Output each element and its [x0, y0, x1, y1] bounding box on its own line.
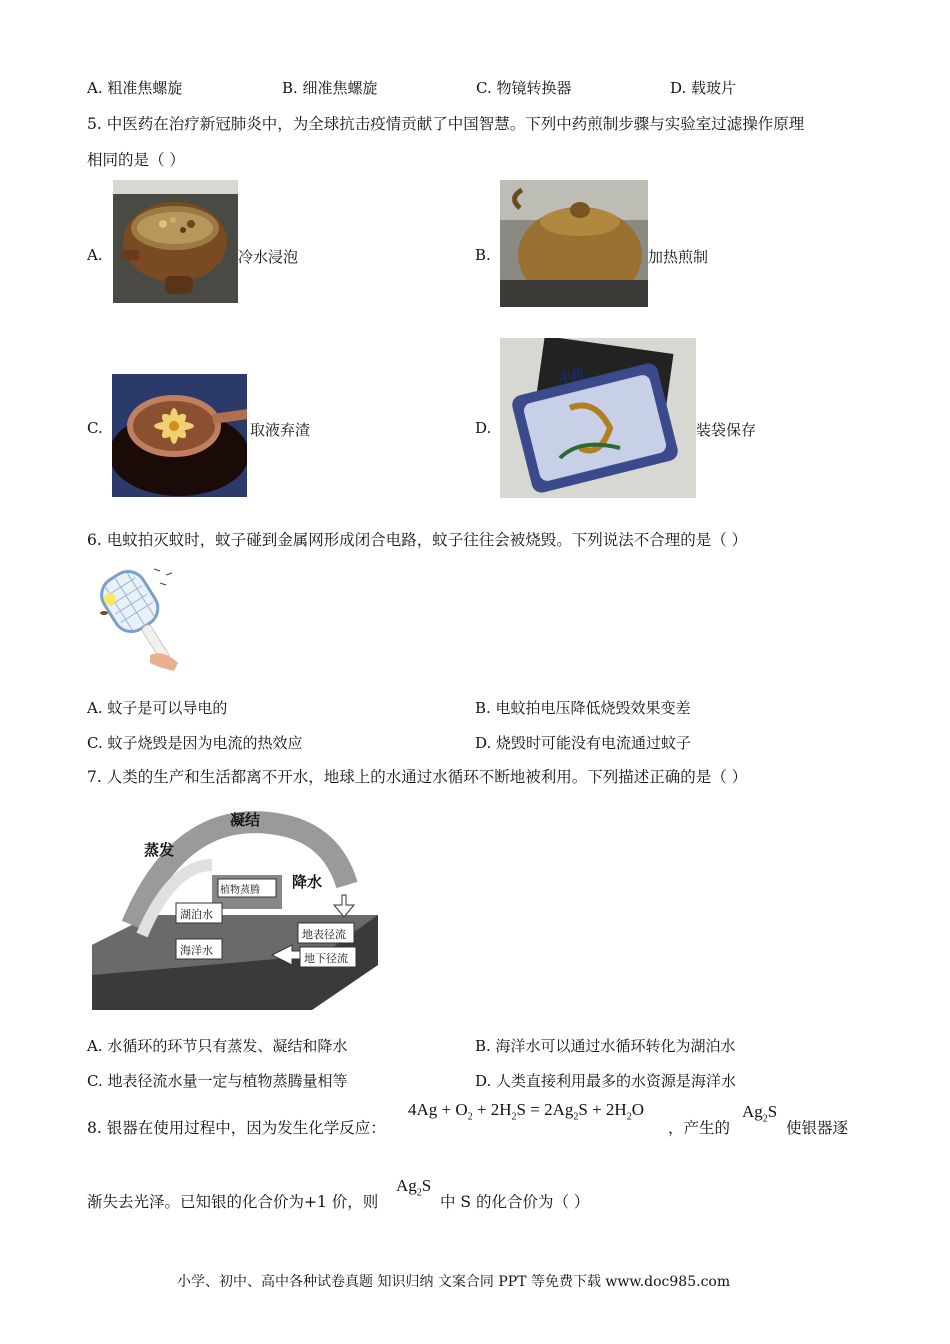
q8-stem-line2b: 中 S 的化合价为（ ） — [440, 1193, 590, 1211]
herb-pot-photo — [113, 180, 238, 303]
q6-option-a: A. 蚊子是可以导电的 — [87, 699, 228, 717]
q8-equation: $4Ag + O_2 + 2H_2S = 2Ag_2S + 2H_2O$ — [408, 1100, 644, 1123]
q7-option-a: A. 水循环的环节只有蒸发、凝结和降水 — [87, 1037, 348, 1055]
mosquito-swatter-illustration — [88, 563, 188, 673]
q5-option-c-letter: C. — [87, 419, 103, 437]
q6-stem: 6. 电蚊拍灭蚊时，蚊子碰到金属网形成闭合电路，蚊子往往会被烧毁。下列说法不合理的是（ ） — [87, 531, 748, 549]
strainer-photo — [112, 374, 247, 497]
label-lake: 湖泊水 — [180, 908, 213, 921]
q6-option-d: D. 烧毁时可能没有电流通过蚊子 — [475, 734, 692, 752]
q6-option-c: C. 蚊子烧毁是因为电流的热效应 — [87, 734, 303, 752]
label-underground-runoff: 地下径流 — [304, 952, 348, 965]
q5-stem-line2: 相同的是（ ） — [87, 151, 185, 169]
label-ocean: 海洋水 — [180, 944, 213, 957]
q5-option-c-text: 取液弃渣 — [250, 421, 311, 439]
q5-option-d-letter: D. — [475, 419, 492, 437]
q7-option-c: C. 地表径流水量一定与植物蒸腾量相等 — [87, 1072, 348, 1090]
q7-stem: 7. 人类的生产和生活都离不开水，地球上的水通过水循环不断地被利用。下列描述正确的是（ ） — [87, 768, 748, 786]
q5-stem-line1: 5. 中医药在治疗新冠肺炎中，为全球抗击疫情贡献了中国智慧。下列中药煎制步骤与实验室过滤操作原理 — [87, 115, 805, 133]
q6-option-b: B. 电蚊拍电压降低烧毁效果变差 — [475, 699, 691, 717]
water-cycle-diagram — [92, 805, 378, 1015]
q8-ag2s-formula: $Ag_2S$ — [742, 1102, 778, 1125]
packet-label: 中药 — [557, 367, 586, 388]
q5-option-a-text: 冷水浸泡 — [238, 248, 299, 266]
page-footer: 小学、初中、高中各种试卷真题 知识归纳 文案合同 PPT 等免费下载 www.doc985.com — [177, 1274, 731, 1290]
q8-stem-mid: ，产生的 — [668, 1119, 731, 1137]
clay-pot-photo — [500, 180, 648, 307]
q7-option-d: D. 人类直接利用最多的水资源是海洋水 — [475, 1072, 737, 1090]
label-surface-runoff: 地表径流 — [302, 928, 346, 941]
q5-option-a-letter: A. — [87, 246, 103, 264]
q8-ag2s-formula-2: $Ag_2S$ — [396, 1176, 432, 1199]
label-transpire: 植物蒸腾 — [220, 885, 260, 896]
q4-option-d: D. 载玻片 — [670, 79, 737, 97]
label-condense: 凝结 — [230, 811, 261, 829]
q8-stem-lead: 8. 银器在使用过程中，因为发生化学反应： — [87, 1119, 386, 1137]
q4-option-a: A. 粗准焦螺旋 — [87, 79, 183, 97]
q8-stem-line2a: 渐失去光泽。已知银的化合价为+1 价，则 — [87, 1193, 379, 1211]
q7-option-b: B. 海洋水可以通过水循环转化为湖泊水 — [475, 1037, 736, 1055]
label-rain: 降水 — [292, 873, 323, 891]
q5-option-b-letter: B. — [475, 246, 491, 264]
q5-option-b-text: 加热煎制 — [648, 248, 709, 266]
q4-option-c: C. 物镜转换器 — [476, 79, 572, 97]
q4-option-b: B. 细准焦螺旋 — [282, 79, 378, 97]
q8-stem-tail: 使银器逐 — [786, 1119, 849, 1137]
label-evaporate: 蒸发 — [144, 841, 175, 859]
herb-packet-photo — [500, 338, 696, 498]
q5-option-d-text: 装袋保存 — [696, 421, 757, 439]
